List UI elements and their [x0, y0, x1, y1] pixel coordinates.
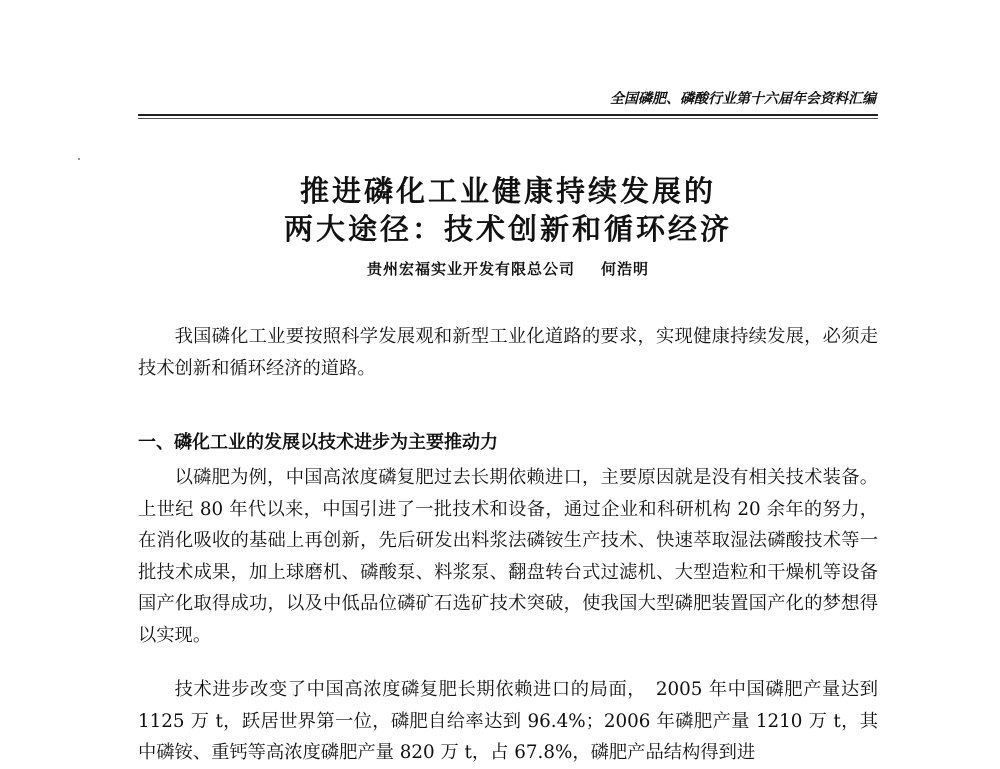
section1-paragraph-1: 以磷肥为例，中国高浓度磷复肥过去长期依赖进口，主要原因就是没有相关技术装备。上世纪 80 年代以来，中国引进了一批技术和设备，通过企业和科研机构 20 余年的努力，在消化吸收的基础上再创新，先后研发出料浆法磷铵生产技术、快速萃取湿法磷酸技术等一批技术成果，加上球磨机、磷酸泵、料浆泵、翻盘转台式过滤机、大型造粒和干燥机等设备国产化取得成功，以及中低品位磷矿石选矿技术突破，使我国大型磷肥装置国产化的梦想得以实现。	[138, 467, 878, 646]
section1-paragraph-2-block	[138, 674, 878, 769]
section1-paragraph-1-block	[138, 462, 878, 651]
byline-author: 何浩明	[601, 260, 650, 278]
section-heading: 一、磷化工业的发展以技术进步为主要推动力	[138, 432, 498, 453]
running-header: 全国磷肥、磷酸行业第十六届年会资料汇编	[610, 91, 876, 107]
intro-paragraph-block	[138, 321, 878, 384]
byline	[138, 258, 878, 279]
title-line-1: 推进磷化工业健康持续发展的	[299, 174, 716, 208]
title-line-2: 两大途径：技术创新和循环经济	[283, 212, 732, 246]
intro-paragraph: 我国磷化工业要按照科学发展观和新型工业化道路的要求，实现健康持续发展，必须走技术创新和循环经济的道路。	[138, 326, 878, 379]
header-rule	[138, 114, 878, 116]
section1-paragraph-2: 技术进步改变了中国高浓度磷复肥长期依赖进口的局面， 2005 年中国磷肥产量达到 1125 万 t，跃居世界第一位，磷肥自给率达到 96.4%；2006 年磷肥产量 1210 万 t，其中磷铵、重钙等高浓度磷肥产量 820 万 t，占 67.8%，磷肥产品结构得到进	[138, 679, 878, 763]
scan-speck	[78, 158, 80, 160]
header-rule-thin	[138, 118, 878, 119]
byline-organization: 贵州宏福实业开发有限总公司	[366, 260, 575, 278]
